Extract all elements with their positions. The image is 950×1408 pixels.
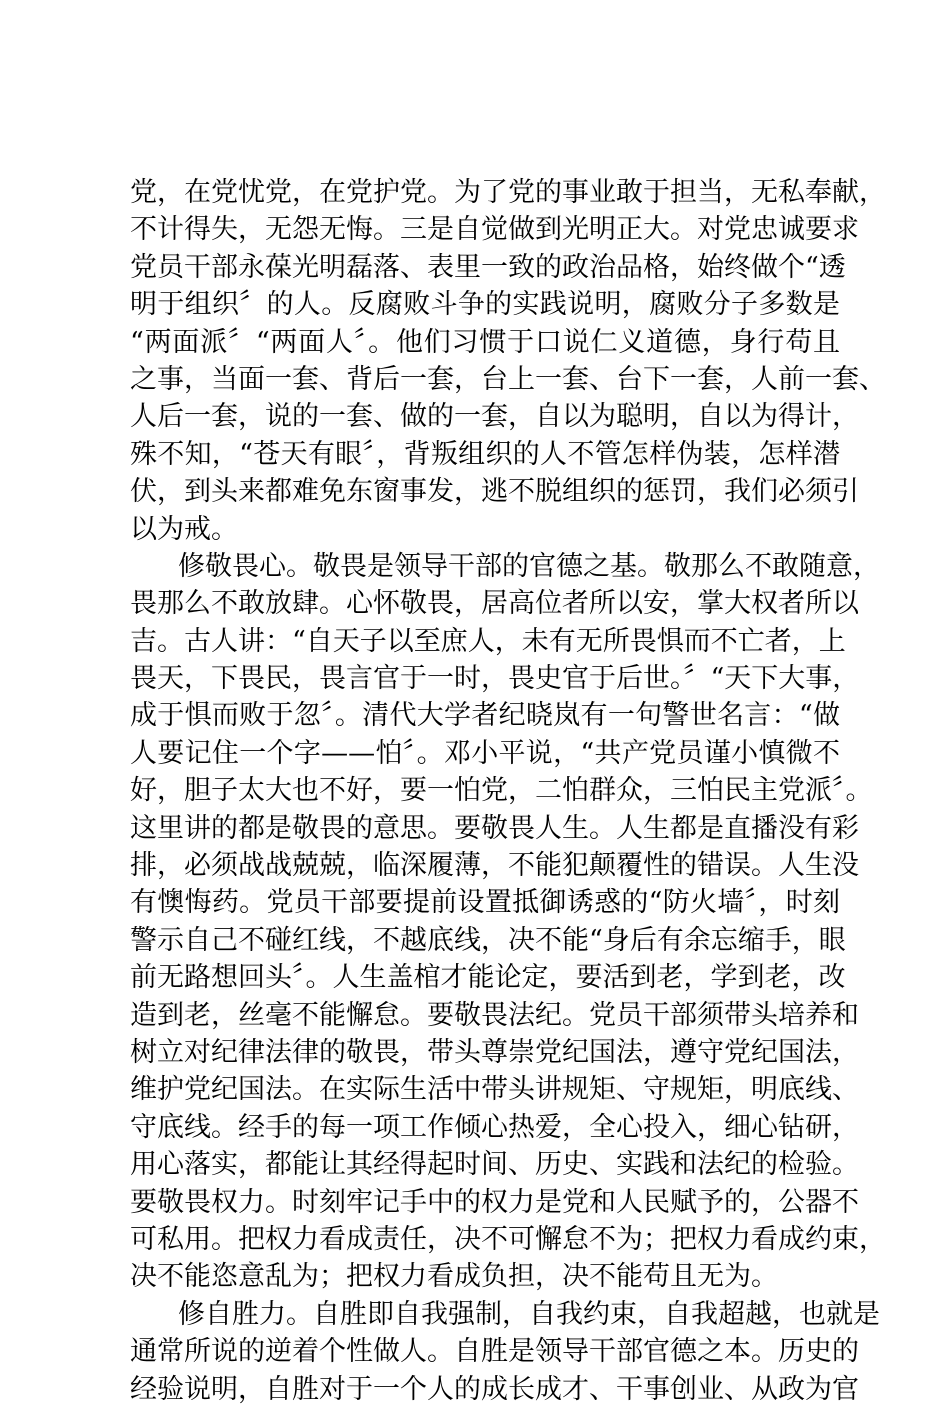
text-line: 党员干部永葆光明磊落、表里一致的政治品格，始终做个“透 bbox=[130, 251, 846, 283]
paragraph-start-line: 修自胜力。自胜即自我强制，自我约束，自我超越，也就是 bbox=[178, 1298, 880, 1330]
body-text bbox=[130, 174, 886, 1408]
text-line: 可私用。把权力看成责任，决不可懈怠不为；把权力看成约束， bbox=[130, 1223, 886, 1255]
text-line: 有懊悔药。党员干部要提前设置抵御诱惑的“防火墙〞，时刻 bbox=[130, 887, 840, 919]
text-line: 殊不知，“苍天有眼〞，背叛组织的人不管怎样伪装，怎样潜 bbox=[130, 438, 840, 470]
text-line: 造到老，丝毫不能懈怠。要敬畏法纪。党员干部须带头培养和 bbox=[130, 999, 859, 1031]
text-line: “两面派〞“两面人〞。他们习惯于口说仁义道德，身行苟且 bbox=[130, 326, 840, 358]
text-line: 排，必须战战兢兢，临深履薄，不能犯颠覆性的错误。人生没 bbox=[130, 850, 859, 882]
text-line: 要敬畏权力。时刻牢记手中的权力是党和人民赋予的，公器不 bbox=[130, 1186, 859, 1218]
text-line: 畏天，下畏民，畏言官于一时，畏史官于后世。〞“天下大事， bbox=[130, 663, 860, 695]
text-line: 用心落实，都能让其经得起时间、历史、实践和法纪的检验。 bbox=[130, 1149, 859, 1181]
text-line: 之事，当面一套、背后一套，台上一套、台下一套，人前一套、 bbox=[130, 363, 886, 395]
text-line: 明于组织〞的人。反腐败斗争的实践说明，腐败分子多数是 bbox=[130, 289, 840, 321]
text-line: 维护党纪国法。在实际生活中带头讲规矩、守规矩，明底线、 bbox=[130, 1074, 859, 1106]
paragraph-end-line: 决不能恣意乱为；把权力看成负担，决不能苟且无为。 bbox=[130, 1261, 778, 1293]
text-line: 伏，到头来都难免东窗事发，逃不脱组织的惩罚，我们必须引 bbox=[130, 476, 859, 508]
text-line: 好，胆子太大也不好，要一怕党，二怕群众，三怕民主党派〞。 bbox=[130, 775, 873, 807]
text-line: 党，在党忧党，在党护党。为了党的事业敢于担当，无私奉献， bbox=[130, 177, 886, 208]
paragraph-end-line: 以为戒。 bbox=[130, 513, 238, 545]
text-line: 人后一套，说的一套、做的一套，自以为聪明，自以为得计， bbox=[130, 401, 859, 433]
text-line: 经验说明，自胜对于一个人的成长成才、干事创业、从政为官 bbox=[130, 1373, 859, 1405]
text-line: 人要记住一个字——怕〞。邓小平说，“共产党员谨小慎微不 bbox=[130, 737, 840, 769]
paragraph-start-line: 修敬畏心。敬畏是领导干部的官德之基。敬那么不敢随意， bbox=[178, 550, 880, 582]
text-line: 吉。古人讲：“自天子以至庶人，未有无所畏惧而不亡者，上 bbox=[130, 625, 846, 657]
text-line: 前无路想回头〞。人生盖棺才能论定，要活到老，学到老，改 bbox=[130, 962, 846, 994]
text-line: 守底线。经手的每一项工作倾心热爱，全心投入，细心钻研， bbox=[130, 1111, 859, 1143]
text-line: 这里讲的都是敬畏的意思。要敬畏人生。人生都是直播没有彩 bbox=[130, 812, 859, 844]
text-line: 通常所说的逆着个性做人。自胜是领导干部官德之本。历史的 bbox=[130, 1336, 859, 1368]
text-line: 不计得失，无怨无悔。三是自觉做到光明正大。对党忠诚要求 bbox=[130, 214, 859, 246]
text-line: 成于惧而败于忽〞。清代大学者纪晓岚有一句警世名言：“做 bbox=[130, 700, 840, 732]
text-line: 畏那么不敢放肆。心怀敬畏，居高位者所以安，掌大权者所以 bbox=[130, 588, 859, 620]
text-line: 警示自己不碰红线，不越底线，决不能“身后有余忘缩手，眼 bbox=[130, 924, 846, 956]
text-line: 树立对纪律法律的敬畏，带头尊崇党纪国法，遵守党纪国法， bbox=[130, 1036, 859, 1068]
